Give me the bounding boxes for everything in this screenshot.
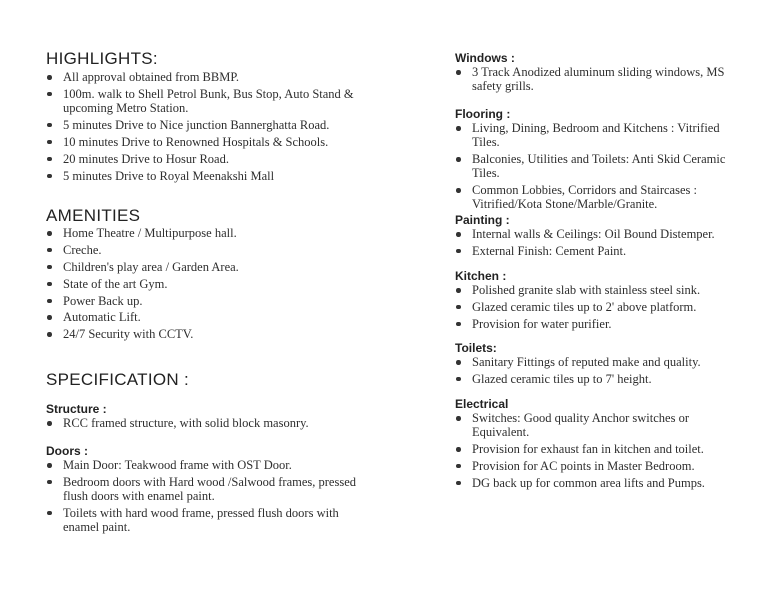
painting-heading: Painting : [455, 213, 510, 227]
kitchen-heading: Kitchen : [455, 269, 507, 283]
list-item: Bedroom doors with Hard wood /Salwood frames, pressed flush doors with enamel paint. [46, 475, 371, 503]
list-item: Balconies, Utilities and Toilets: Anti Skid Ceramic Tiles. [455, 152, 730, 180]
highlights-heading: HIGHLIGHTS: [46, 49, 158, 68]
list-item: Provision for AC points in Master Bedroom. [455, 459, 740, 473]
list-item: External Finish: Cement Paint. [455, 244, 755, 258]
list-item: 20 minutes Drive to Hosur Road. [46, 152, 376, 166]
list-item: 10 minutes Drive to Renowned Hospitals & Schools. [46, 135, 376, 149]
list-item: 5 minutes Drive to Nice junction Bannerghatta Road. [46, 118, 376, 132]
windows-list [455, 65, 730, 96]
structure-list [46, 416, 376, 433]
list-item: 3 Track Anodized aluminum sliding windows, MS safety grills. [455, 65, 730, 93]
doors-heading: Doors : [46, 444, 88, 458]
list-item: Main Door: Teakwood frame with OST Door. [46, 458, 371, 472]
specification-heading: SPECIFICATION : [46, 370, 190, 389]
electrical-list [455, 411, 740, 493]
list-item: 5 minutes Drive to Royal Meenakshi Mall [46, 169, 376, 183]
list-item: State of the art Gym. [46, 277, 376, 291]
list-item: Toilets with hard wood frame, pressed flush doors with enamel paint. [46, 506, 371, 534]
list-item: Children's play area / Garden Area. [46, 260, 376, 274]
list-item: Sanitary Fittings of reputed make and quality. [455, 355, 755, 369]
list-item: DG back up for common area lifts and Pumps. [455, 476, 740, 490]
flooring-heading: Flooring : [455, 107, 511, 121]
flooring-list [455, 121, 730, 214]
list-item: Internal walls & Ceilings: Oil Bound Distemper. [455, 227, 755, 241]
amenities-heading: AMENITIES [46, 206, 141, 225]
kitchen-list [455, 283, 755, 334]
list-item: Polished granite slab with stainless steel sink. [455, 283, 755, 297]
electrical-heading: Electrical [455, 397, 509, 411]
list-item: 100m. walk to Shell Petrol Bunk, Bus Stop, Auto Stand & upcoming Metro Station. [46, 87, 376, 115]
list-item: Automatic Lift. [46, 310, 376, 324]
structure-heading: Structure : [46, 402, 107, 416]
list-item: RCC framed structure, with solid block masonry. [46, 416, 376, 430]
list-item: Glazed ceramic tiles up to 7' height. [455, 372, 755, 386]
list-item: Home Theatre / Multipurpose hall. [46, 226, 376, 240]
list-item: Power Back up. [46, 294, 376, 308]
list-item: Glazed ceramic tiles up to 2' above platform. [455, 300, 755, 314]
doors-list [46, 458, 371, 537]
highlights-list [46, 70, 376, 186]
amenities-list [46, 226, 376, 344]
list-item: All approval obtained from BBMP. [46, 70, 376, 84]
list-item: Provision for water purifier. [455, 317, 755, 331]
painting-list [455, 227, 755, 261]
list-item: Creche. [46, 243, 376, 257]
toilets-heading: Toilets: [455, 341, 497, 355]
windows-heading: Windows : [455, 51, 515, 65]
list-item: Living, Dining, Bedroom and Kitchens : Vitrified Tiles. [455, 121, 730, 149]
list-item: Common Lobbies, Corridors and Staircases : Vitrified/Kota Stone/Marble/Granite. [455, 183, 730, 211]
list-item: Provision for exhaust fan in kitchen and toilet. [455, 442, 740, 456]
toilets-list [455, 355, 755, 389]
list-item: 24/7 Security with CCTV. [46, 327, 376, 341]
list-item: Switches: Good quality Anchor switches or Equivalent. [455, 411, 740, 439]
